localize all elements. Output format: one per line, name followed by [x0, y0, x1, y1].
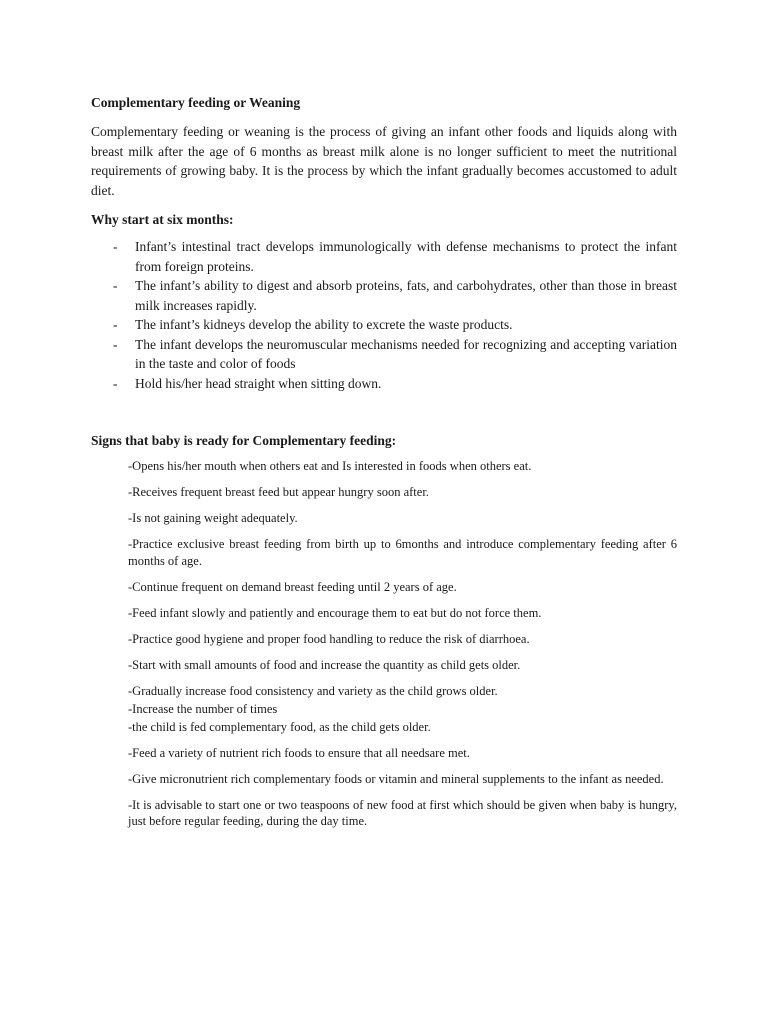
list-item-text: The infant’s ability to digest and absorb proteins, fats, and carbohydrates, other than those in breast milk increases rapidly. — [135, 278, 677, 313]
intro-paragraph: Complementary feeding or weaning is the process of giving an infant other foods and liquids along with breast milk after the age of 6 months as breast milk alone is no longer sufficient to meet the nutritional requirements of growing baby. It is the process by which the infant gradually becomes accustomed to adult diet. — [91, 124, 677, 198]
sign-item: -Feed a variety of nutrient rich foods to ensure that all needsare met. — [128, 745, 470, 760]
dash-bullet: - — [113, 317, 118, 332]
signs-list — [91, 458, 677, 830]
why-list — [91, 237, 677, 393]
sign-item: -Start with small amounts of food and increase the quantity as child gets older. — [128, 657, 521, 672]
list-item-text: Infant’s intestinal tract develops immunologically with defense mechanisms to protect the infant from foreign proteins. — [135, 239, 677, 274]
dash-bullet: - — [113, 278, 118, 293]
sign-item: -Increase the number of times — [128, 701, 278, 716]
sign-item: -Continue frequent on demand breast feeding until 2 years of age. — [128, 579, 457, 594]
dash-bullet: - — [113, 336, 118, 352]
sign-item: -the child is fed complementary food, as the child gets older. — [128, 719, 431, 734]
list-item — [91, 237, 677, 276]
document-title: Complementary feeding or Weaning — [91, 95, 301, 110]
list-item-text: Hold his/her head straight when sitting down. — [135, 375, 382, 391]
signs-heading: Signs that baby is ready for Complementary feeding: — [91, 433, 397, 448]
sign-item: -Receives frequent breast feed but appear hungry soon after. — [128, 485, 429, 499]
sign-item: -Feed infant slowly and patiently and encourage them to eat but do not force them. — [128, 605, 542, 620]
dash-bullet: - — [113, 239, 118, 254]
sign-item: -Practice exclusive breast feeding from birth up to 6months and introduce complementary feeding after 6 months of age. — [128, 537, 677, 568]
list-item-text: The infant develops the neuromuscular mechanisms needed for recognizing and accepting variation in the taste and color of foods — [135, 336, 677, 371]
sign-item: -Opens his/her mouth when others eat and Is interested in foods when others eat. — [128, 459, 532, 473]
list-item — [91, 374, 677, 394]
sign-item: -Gradually increase food consistency and variety as the child grows older. — [128, 683, 498, 698]
list-item — [91, 335, 677, 374]
sign-item: -It is advisable to start one or two teaspoons of new food at first which should be given when baby is hungry, just before regular feeding, during the day time. — [128, 797, 677, 828]
sign-item: -Practice good hygiene and proper food handling to reduce the risk of diarrhoea. — [128, 631, 530, 646]
list-item — [91, 276, 677, 315]
dash-bullet: - — [113, 375, 118, 391]
sign-item: -Is not gaining weight adequately. — [128, 511, 298, 525]
sign-item: -Give micronutrient rich complementary foods or vitamin and mineral supplements to the infant as needed. — [128, 771, 664, 786]
list-item — [91, 315, 677, 335]
why-heading: Why start at six months: — [91, 212, 234, 227]
list-item-text: The infant’s kidneys develop the ability to excrete the waste products. — [135, 317, 513, 332]
